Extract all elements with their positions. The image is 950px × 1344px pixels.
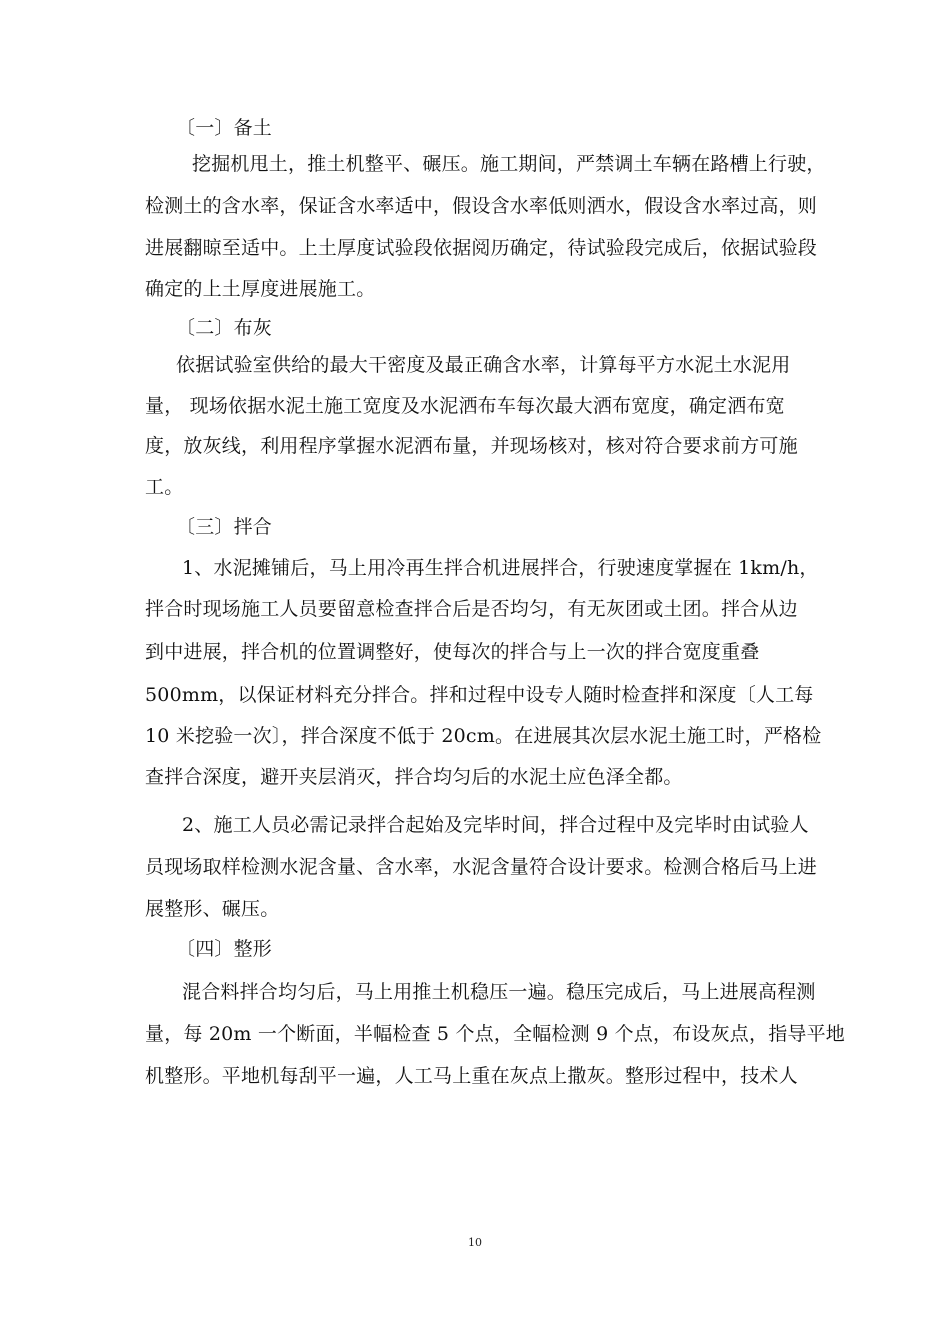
paragraph-line: 500mm，以保证材料充分拌合。拌和过程中设专人随时检查拌和深度〔人工每 (145, 684, 814, 706)
paragraph-line: 查拌合深度，避开夹层消灭，拌合均匀后的水泥土应色泽全都。 (145, 766, 683, 788)
page-number: 10 (468, 1236, 482, 1249)
paragraph-line: 度，放灰线，利用程序掌握水泥洒布量，并现场核对，核对符合要求前方可施 (145, 435, 798, 457)
paragraph-line: 到中进展，拌合机的位置调整好，使每次的拌合与上一次的拌合宽度重叠 (145, 641, 760, 663)
section-heading-2: 〔二〕布灰 (176, 317, 273, 339)
paragraph-line: 量，每 20m 一个断面，半幅检查 5 个点，全幅检测 9 个点，布设灰点，指导平地 (145, 1023, 846, 1045)
section-heading-3: 〔三〕拌合 (176, 516, 273, 538)
paragraph-line: 依据试验室供给的最大干密度及最正确含水率，计算每平方水泥土水泥用 (176, 354, 791, 376)
paragraph-line: 拌合时现场施工人员要留意检查拌合后是否均匀，有无灰团或土团。拌合从边 (145, 598, 798, 620)
paragraph-line: 量， 现场依据水泥土施工宽度及水泥洒布车每次最大洒布宽度，确定洒布宽 (145, 395, 785, 417)
paragraph-line: 2、施工人员必需记录拌合起始及完毕时间，拌合过程中及完毕时由试验人 (182, 814, 809, 836)
paragraph-line: 确定的上土厚度进展施工。 (145, 278, 376, 300)
paragraph-line: 检测土的含水率，保证含水率适中，假设含水率低则洒水，假设含水率过高，则 (145, 195, 818, 217)
paragraph-line: 工。 (145, 476, 184, 498)
paragraph-line: 员现场取样检测水泥含量、含水率，水泥含量符合设计要求。检测合格后马上进 (145, 856, 818, 878)
paragraph-line: 混合料拌合均匀后，马上用推土机稳压一遍。稳压完成后，马上进展高程测 (182, 981, 816, 1003)
paragraph-line: 机整形。平地机每刮平一遍，人工马上重在灰点上撒灰。整形过程中，技术人 (145, 1065, 798, 1087)
paragraph-line: 展整形、碾压。 (145, 898, 280, 920)
paragraph-line: 进展翻晾至适中。上土厚度试验段依据阅历确定，待试验段完成后，依据试验段 (145, 237, 818, 259)
section-heading-4: 〔四〕整形 (176, 938, 273, 960)
section-heading-1: 〔一〕备土 (176, 117, 273, 139)
paragraph-line: 挖掘机甩土，推土机整平、碾压。施工期间，严禁调土车辆在路槽上行驶， (192, 153, 826, 175)
paragraph-line: 10 米挖验一次〕，拌合深度不低于 20cm。在进展其次层水泥土施工时，严格检 (145, 725, 822, 747)
paragraph-line: 1、水泥摊铺后，马上用冷再生拌合机进展拌合，行驶速度掌握在 1km/h， (182, 557, 819, 579)
